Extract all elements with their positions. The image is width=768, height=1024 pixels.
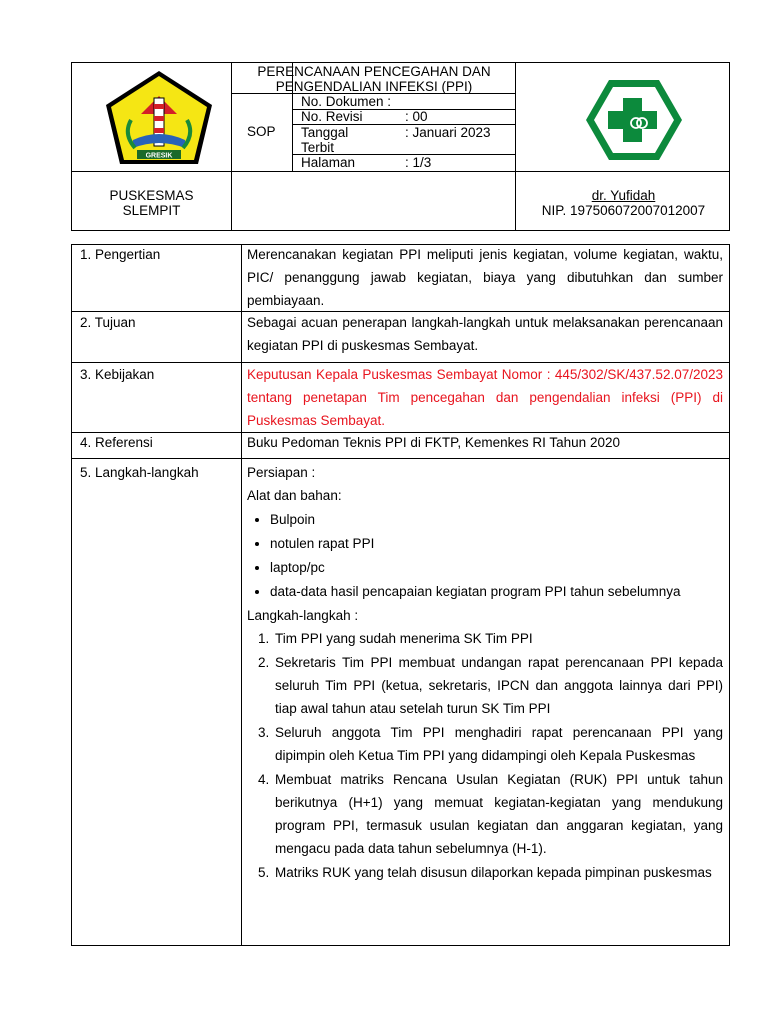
label-pengertian: 1. Pengertian (80, 247, 161, 262)
revision-value: : 00 (405, 109, 428, 124)
list-item: • data-data hasil pencapaian kegiatan program PPI tahun sebelumnya (270, 580, 723, 603)
organization-name: PUSKESMAS SLEMPIT (109, 188, 194, 218)
logo-caption: GRESIK (145, 152, 173, 160)
list-item: • Bulpoin (270, 508, 723, 531)
signer-nip: NIP. 197506072007012007 (541, 203, 706, 218)
list-item: • laptop/pc (270, 556, 723, 579)
signer-name: dr. Yufidah (591, 188, 656, 203)
step-item: 5. Matriks RUK yang telah disusun dilaporkan kepada pimpinan puskesmas (273, 861, 723, 884)
gresik-logo (103, 68, 215, 168)
langkah-heading: Langkah-langkah : (247, 608, 359, 623)
date-label: Tanggal Terbit (301, 125, 349, 155)
persiapan-heading: Persiapan : (247, 465, 316, 480)
step-item: 3. Seluruh anggota Tim PPI menghadiri rapat perencanaan PPI yang dipimpin oleh Ketua Tim PPI yang didampingi oleh Kepala Puskesmas (273, 721, 723, 767)
document-title: PERENCANAAN PENCEGAHAN DAN PENGENDALIAN INFEKSI (PPI) (257, 64, 491, 94)
signature-block (516, 188, 731, 218)
doc-number-label: No. Dokumen : (301, 94, 392, 109)
step-item: 2. Sekretaris Tim PPI membuat undangan rapat perencanaan PPI kepada seluruh Tim PPI (ketua, sekretaris, IPCN dan anggota lainnya dari PPI) tiap awal tahun atau setelah turun SK Tim PPI (273, 651, 723, 720)
sop-label: SOP (247, 124, 276, 139)
text-pengertian: Merencanakan kegiatan PPI meliputi jenis kegiatan, volume kegiatan, waktu, PIC/ penanggung jawab kegiatan, biaya yang dibutuhkan dan sumber pembiayaan. (247, 247, 723, 308)
label-tujuan: 2. Tujuan (80, 315, 136, 330)
text-kebijakan: Keputusan Kepala Puskesmas Sembayat Nomor : 445/302/SK/437.52.07/2023 tentang penetapan Tim pencegahan dan pengendalian infeksi (PPI) di Puskesmas Sembayat. (247, 367, 723, 428)
label-kebijakan: 3. Kebijakan (80, 367, 155, 382)
date-value: : Januari 2023 (405, 125, 491, 140)
list-item: • notulen rapat PPI (270, 532, 723, 555)
step-item: 4. Membuat matriks Rencana Usulan Kegiatan (RUK) PPI untuk tahun berikutnya (H+1) yang memuat kegiatan-kegiatan yang mendukung program PPI, termasuk usulan kegiatan dan anggaran kegiatan, yang mengacu pada data tahun sebelumnya (H-1). (273, 768, 723, 860)
label-referensi: 4. Referensi (80, 435, 153, 450)
label-langkah: 5. Langkah-langkah (80, 465, 199, 480)
puskesmas-logo (584, 78, 684, 162)
revision-label: No. Revisi (301, 109, 363, 124)
alat-bahan-heading: Alat dan bahan: (247, 488, 342, 503)
text-tujuan: Sebagai acuan penerapan langkah-langkah untuk melaksanakan perencanaan kegiatan PPI di puskesmas Sembayat. (247, 315, 723, 353)
text-langkah (247, 461, 723, 885)
sop-header-table (71, 62, 730, 231)
text-referensi: Buku Pedoman Teknis PPI di FKTP, Kemenkes RI Tahun 2020 (247, 435, 620, 450)
steps-list (247, 627, 723, 884)
sop-content-table (71, 244, 730, 946)
step-item: 1. Tim PPI yang sudah menerima SK Tim PPI (273, 627, 723, 650)
tools-list (247, 508, 723, 603)
page-value: : 1/3 (405, 155, 432, 170)
page-label: Halaman (301, 155, 356, 170)
